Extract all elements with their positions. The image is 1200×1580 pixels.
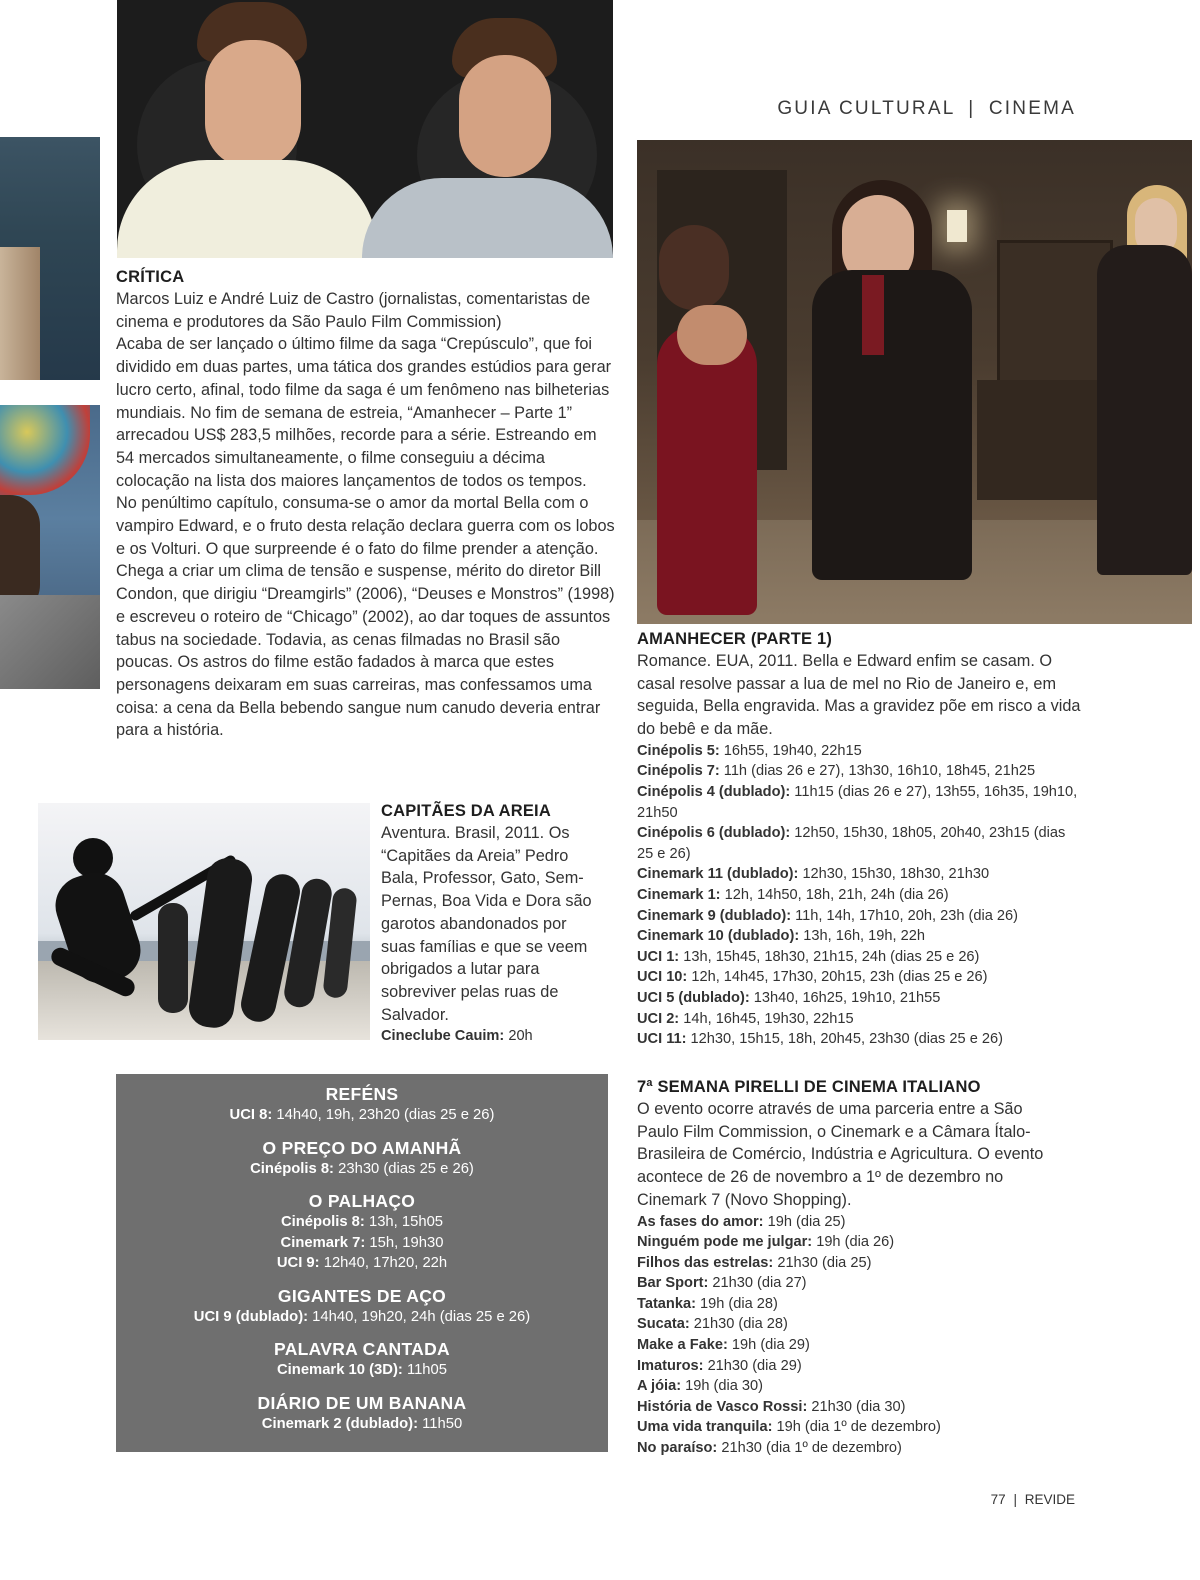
times: 13h, 15h45, 18h30, 21h15, 24h (dias 25 e 26) [683, 948, 980, 965]
critica-title: CRÍTICA [116, 268, 185, 286]
venue: Cinemark 1: [637, 886, 721, 903]
times: 12h40, 17h20, 22h [323, 1255, 448, 1271]
film: Tatanka: [637, 1295, 696, 1312]
header-section: GUIA CULTURAL [777, 98, 955, 119]
times: 12h, 14h45, 17h30, 20h15, 23h (dias 25 e 26) [691, 969, 988, 986]
schedule-line [116, 1253, 608, 1274]
critica-section [116, 266, 616, 742]
film: História de Vasco Rossi: [637, 1398, 808, 1415]
venue: Cinépolis 8: [250, 1160, 334, 1177]
schedule-line [116, 1212, 608, 1233]
film: No paraíso: [637, 1440, 718, 1457]
schedule-line [381, 1026, 599, 1047]
amanhecer-description: Romance. EUA, 2011. Bella e Edward enfim se casam. O casal resolve passar a lua de mel no Rio de Janeiro e, em seguida, Bella engravida. Mas a gravidez põe em risco a vida do bebê e da mãe. [637, 652, 1081, 739]
times: 21h30 (dia 28) [693, 1316, 788, 1333]
magazine-name: REVIDE [1024, 1492, 1075, 1507]
left-edge-photo-top [0, 137, 100, 380]
times: 21h30 (dia 29) [707, 1357, 802, 1374]
schedule-line [637, 1397, 1049, 1418]
times: 19h (dia 28) [700, 1295, 778, 1312]
film: Uma vida tranquila: [637, 1419, 773, 1436]
film: A jóia: [637, 1378, 682, 1395]
venue: Cinépolis 5: [637, 742, 720, 759]
venue: Cinemark 9 (dublado): [637, 907, 792, 924]
movie-title: PALAVRA CANTADA [274, 1339, 450, 1359]
schedule-line [637, 1273, 1049, 1294]
venue: UCI 5 (dublado): [637, 989, 750, 1006]
schedule-line [637, 906, 1082, 927]
schedule-line [637, 741, 1082, 762]
times: 19h (dia 30) [685, 1378, 764, 1395]
venue: UCI 1: [637, 948, 680, 965]
times: 14h40, 19h20, 24h (dias 25 e 26) [312, 1308, 531, 1325]
movie-title: O PALHAÇO [308, 1191, 416, 1211]
film: Bar Sport: [637, 1275, 709, 1292]
venue: UCI 9 (dublado): [193, 1308, 309, 1325]
times: 21h30 (dia 25) [777, 1254, 872, 1271]
venue: Cinépolis 6 (dublado): [637, 825, 791, 842]
pirelli-section [637, 1076, 1049, 1459]
schedule-line [637, 782, 1082, 823]
schedule-line [637, 1029, 1082, 1050]
venue: UCI 8: [229, 1107, 273, 1123]
times: 14h, 16h45, 19h30, 22h15 [683, 1010, 854, 1027]
schedule-line [637, 1376, 1049, 1397]
schedule-line [637, 1356, 1049, 1377]
capitaes-description: Aventura. Brasil, 2011. Os “Capitães da Areia” Pedro Bala, Professor, Gato, Sem-Pernas, Boa Vida e Dora são garotos abandonados por suas famílias e que se veem obrigados a lutar para sobreviver pelas ruas de Salvador. [381, 824, 592, 1024]
times: 11h15 (dias 26 e 27), 13h55, 16h35, 19h10, 21h50 [637, 784, 1078, 821]
film: Ninguém pode me julgar: [637, 1234, 813, 1251]
times: 16h55, 19h40, 22h15 [723, 742, 862, 759]
venue: UCI 11: [637, 1031, 687, 1048]
times: 11h, 14h, 17h10, 20h, 23h (dia 26) [795, 907, 1018, 924]
movie-title: REFÉNS [325, 1084, 399, 1104]
page-header [700, 98, 1076, 120]
times: 12h30, 15h15, 18h, 20h45, 23h30 (dias 25 e 26) [690, 1031, 1003, 1048]
capitaes-section [381, 800, 599, 1047]
schedule-line [637, 1417, 1049, 1438]
times: 12h50, 15h30, 18h05, 20h40, 23h15 (dias 25 e 26) [637, 825, 1066, 862]
schedule-line [637, 1335, 1049, 1356]
showtimes-box [116, 1074, 608, 1452]
pirelli-schedule [637, 1212, 1049, 1459]
venue: Cinemark 10 (3D): [276, 1362, 403, 1378]
schedule-line [637, 947, 1082, 968]
movie-title: O PREÇO DO AMANHÃ [262, 1137, 462, 1158]
pirelli-description: O evento ocorre através de uma parceria entre a São Paulo Film Commission, o Cinemark e a Câmara Ítalo-Brasileira de Comércio, Indústria e Agricultura. O evento acontece de 26 de novembro a 1º de dezembro no Cinemark 7 (Novo Shopping). [637, 1100, 1044, 1209]
film: Filhos das estrelas: [637, 1254, 774, 1271]
venue: Cinépolis 8: [280, 1214, 365, 1230]
schedule-line [116, 1307, 608, 1328]
venue: Cineclube Cauim: [381, 1028, 505, 1045]
critica-paragraph-1: Acaba de ser lançado o último filme da saga “Crepúsculo”, que foi dividido em duas partes, uma tática dos grandes estúdios para gerar lucro certo, afinal, todo filme da saga é um fenômeno nas bilheterias mundiais. No fim de semana de estreia, “Amanhecer – Parte 1” arrecadou US$ 283,5 milhões, recorde para a série. Estreando em 54 mercados simultaneamente, o filme conseguiu a décima colocação na lista dos maiores lançamentos de todos os tempos. [116, 335, 612, 490]
venue: Cinemark 7: [280, 1234, 366, 1251]
schedule-line [116, 1360, 608, 1381]
times: 23h30 (dias 25 e 26) [338, 1160, 474, 1177]
times: 19h (dia 29) [731, 1337, 810, 1354]
header-divider: | [968, 98, 976, 119]
times: 20h [508, 1028, 533, 1045]
amanhecer-photo [637, 140, 1192, 624]
times: 15h, 19h30 [369, 1234, 444, 1251]
times: 13h, 15h05 [368, 1214, 444, 1230]
times: 11h05 [406, 1362, 447, 1378]
movie-title: DIÁRIO DE UM BANANA [257, 1392, 467, 1413]
critica-authors: Marcos Luiz e André Luiz de Castro (jornalistas, comentaristas de cinema e produtores da São Paulo Film Commission) [116, 290, 591, 331]
schedule-line [116, 1105, 608, 1126]
movie-title: GIGANTES DE AÇO [277, 1285, 447, 1306]
times: 13h, 16h, 19h, 22h [803, 928, 925, 945]
times: 14h40, 19h, 23h20 (dias 25 e 26) [276, 1107, 495, 1123]
pirelli-title: 7ª SEMANA PIRELLI DE CINEMA ITALIANO [637, 1078, 981, 1096]
schedule-line [637, 1314, 1049, 1335]
schedule-line [637, 823, 1082, 864]
times: 19h (dia 26) [816, 1234, 895, 1251]
critics-photo [117, 0, 613, 258]
amanhecer-schedule [637, 741, 1082, 1050]
schedule-line [637, 1009, 1082, 1030]
amanhecer-title: AMANHECER (PARTE 1) [637, 630, 833, 648]
schedule-line [116, 1233, 608, 1254]
schedule-line [637, 1232, 1049, 1253]
venue: UCI 10: [637, 969, 688, 986]
schedule-line [637, 1294, 1049, 1315]
film: Imaturos: [637, 1357, 704, 1374]
schedule-line [637, 761, 1082, 782]
amanhecer-section [637, 628, 1082, 1050]
film: Sucata: [637, 1316, 690, 1333]
times: 21h30 (dia 1º de dezembro) [721, 1440, 902, 1457]
venue: UCI 2: [637, 1010, 680, 1027]
venue: Cinépolis 4 (dublado): [637, 784, 791, 800]
schedule-line [637, 1212, 1049, 1233]
times: 19h (dia 1º de dezembro) [776, 1419, 941, 1436]
page-footer [900, 1492, 1075, 1507]
times: 12h30, 15h30, 18h30, 21h30 [802, 866, 990, 883]
capitaes-title: CAPITÃES DA AREIA [381, 802, 551, 820]
schedule-line [637, 967, 1082, 988]
venue: UCI 9: [276, 1255, 320, 1271]
times: 11h50 [422, 1415, 463, 1432]
schedule-line [637, 864, 1082, 885]
venue: Cinemark 10 (dublado): [637, 928, 800, 945]
schedule-line [637, 1253, 1049, 1274]
times: 21h30 (dia 27) [712, 1275, 807, 1292]
venue: Cinemark 2 (dublado): [261, 1415, 419, 1432]
times: 21h30 (dia 30) [811, 1398, 906, 1415]
page-number: 77 [990, 1492, 1006, 1507]
schedule-line [116, 1414, 608, 1435]
capitaes-schedule [381, 1026, 599, 1047]
capitaes-photo [38, 803, 370, 1040]
critica-paragraph-2: No penúltimo capítulo, consuma-se o amor da mortal Bella com o vampiro Edward, e o fruto desta relação declara guerra com os lobos e os Volturi. O que surpreende é o fato do filme prender a atenção. Chega a criar um clima de tensão e suspense, mérito do diretor Bill Condon, que dirigiu “Dreamgirls” (2006), “Deuses e Monstros” (1998) e escreveu o roteiro de “Chicago” (2002), ao dar toques de assuntos tabus na sociedade. Todavia, as cenas filmadas no Brasil são poucas. Os astros do filme estão fadados à marca que estes personagens deixaram em suas carreiras, mas confessamos uma coisa: a cena da Bella bebendo sangue num canudo deveria entrar para a história. [116, 494, 615, 740]
film: As fases do amor: [637, 1213, 764, 1230]
schedule-line [637, 1438, 1049, 1459]
schedule-line [637, 885, 1082, 906]
film: Make a Fake: [637, 1337, 728, 1354]
venue: Cinépolis 7: [637, 763, 720, 780]
times: 19h (dia 25) [767, 1213, 846, 1230]
header-category: CINEMA [988, 98, 1076, 119]
venue: Cinemark 11 (dublado): [637, 866, 799, 883]
times: 13h40, 16h25, 19h10, 21h55 [753, 989, 941, 1006]
times: 11h (dias 26 e 27), 13h30, 16h10, 18h45, 21h25 [723, 763, 1036, 780]
times: 12h, 14h50, 18h, 21h, 24h (dia 26) [724, 886, 949, 903]
footer-divider: | [1013, 1492, 1017, 1507]
schedule-line [116, 1159, 608, 1180]
schedule-line [637, 926, 1082, 947]
left-edge-photo-bottom [0, 405, 100, 689]
schedule-line [637, 988, 1082, 1009]
